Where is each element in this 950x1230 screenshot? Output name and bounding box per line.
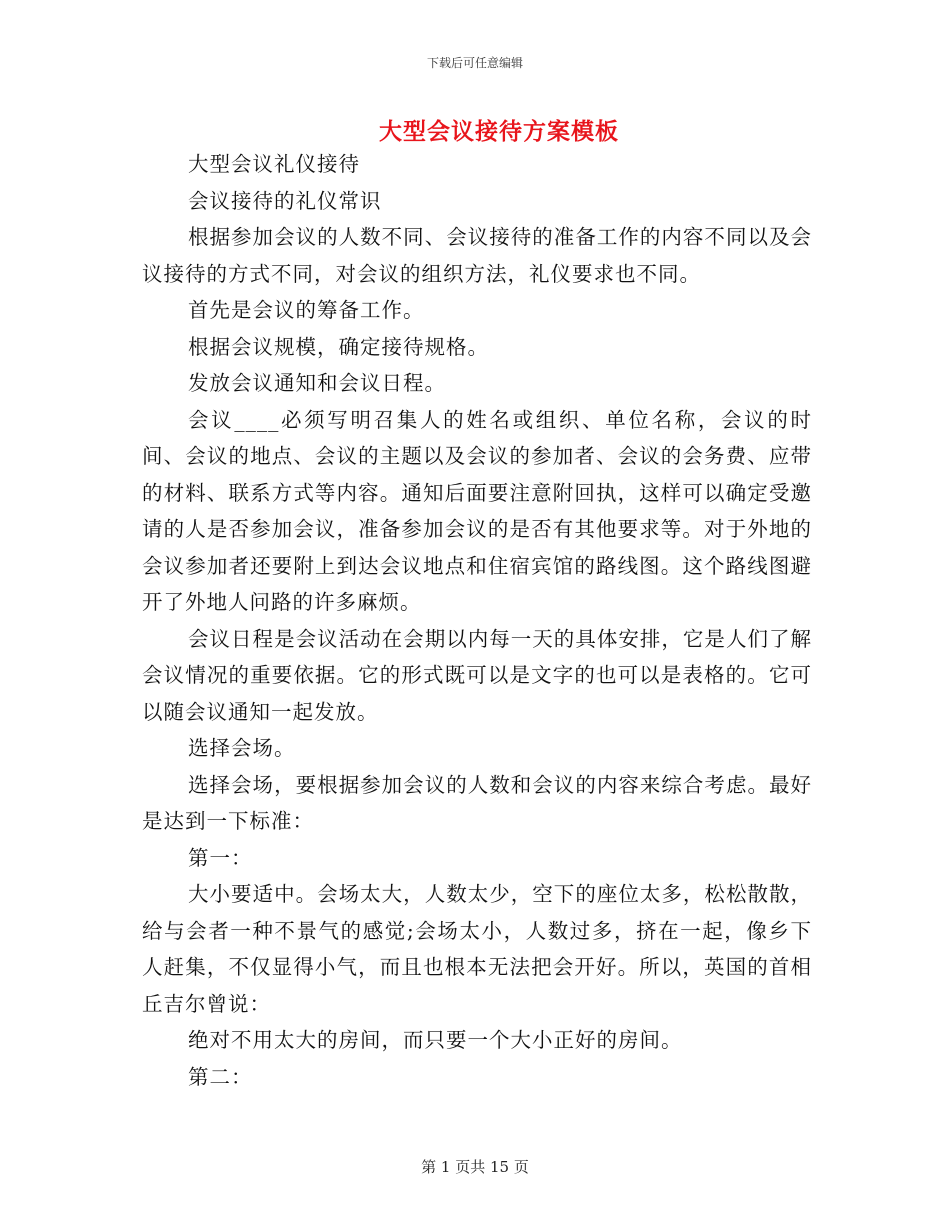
paragraph: 根据参加会议的人数不同、会议接待的准备工作的内容不同以及会议接待的方式不同，对会议的组织方法，礼仪要求也不同。 (142, 225, 812, 286)
document-title: 大型会议接待方案模板 (379, 119, 619, 145)
paragraph: 第一： (188, 845, 253, 870)
paragraph: 绝对不用太大的房间，而只要一个大小正好的房间。 (188, 1028, 683, 1052)
paragraph: 大型会议礼仪接待 (188, 152, 360, 176)
page-footer (0, 1156, 950, 1177)
header-note: 下载后可任意编辑 (426, 56, 523, 70)
paragraph: 会议接待的礼仪常识 (188, 188, 382, 213)
paragraph: 会议____必须写明召集人的姓名或组织、单位名称，会议的时间、会议的地点、会议的主题以及会议的参加者、会议的会务费、应带的材料、联系方式等内容。通知后面要注意附回执，这样可以确定受邀请的人是否参加会议，准备参加会议的是否有其他要求等。对于外地的会议参加者还要附上到达会议地点和住宿宾馆的路线图。这个路线图避开了外地人问路的许多麻烦。 (142, 407, 812, 614)
paragraph: 大小要适中。会场太大，人数太少，空下的座位太多，松松散散，给与会者一种不景气的感觉;会场太小，人数过多，挤在一起，像乡下人赶集，不仅显得小气，而且也根本无法把会开好。所以，英国的首相丘吉尔曾说： (142, 882, 812, 1016)
paragraph: 选择会场，要根据参加会议的人数和会议的内容来综合考虑。最好是达到一下标准： (142, 772, 812, 833)
page-number: 第 1 页共 15 页 (421, 1158, 529, 1176)
paragraph: 第二： (188, 1064, 253, 1089)
paragraph: 首先是会议的筹备工作。 (188, 298, 425, 322)
paragraph: 会议日程是会议活动在会期以内每一天的具体安排，它是人们了解会议情况的重要依据。它的形式既可以是文字的也可以是表格的。它可以随会议通知一起发放。 (142, 626, 812, 724)
paragraph: 选择会场。 (188, 736, 296, 760)
paragraph: 发放会议通知和会议日程。 (188, 371, 446, 395)
document-body (142, 146, 812, 1095)
paragraph: 根据会议规模，确定接待规格。 (188, 334, 489, 359)
